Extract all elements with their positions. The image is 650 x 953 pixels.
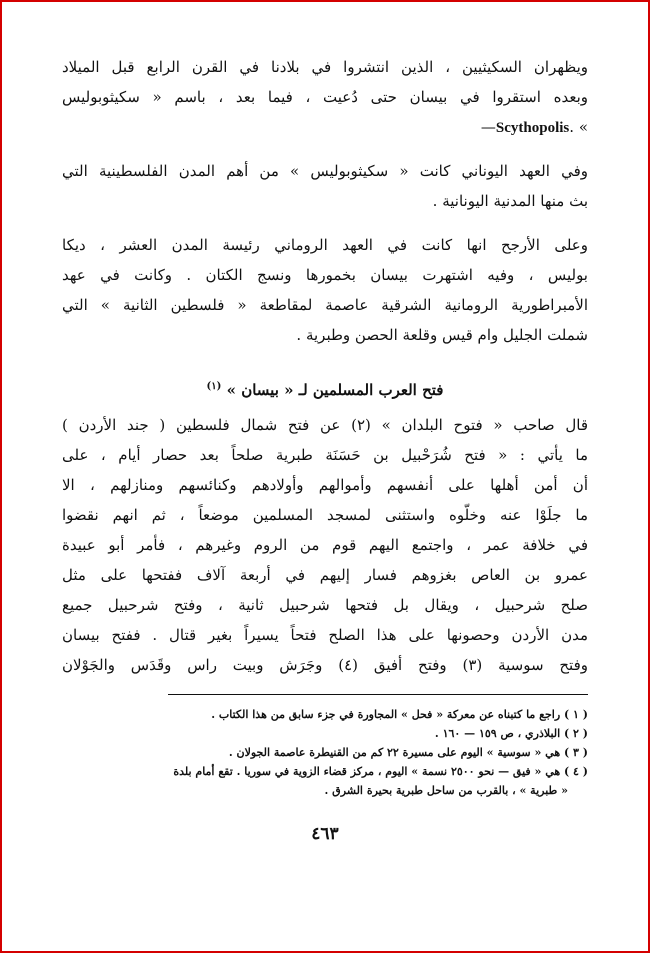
footnotes xyxy=(62,705,588,800)
paragraph-scythians xyxy=(62,52,588,142)
text-line: عمرو بن العاص بغزوهم فسار إليهم في أربعة آلاف ففتحها على مثل xyxy=(62,566,588,584)
footnote-ref: (١) xyxy=(206,381,222,392)
footnote-divider xyxy=(168,694,588,695)
footnote-2: ( ٢ ) البلاذري ، ص ١٥٩ — ١٦٠ . xyxy=(434,727,588,740)
latin-prefix: — xyxy=(480,118,496,136)
text-line: ما يأتي : « فتح شُرَحْبيل بن حَسَنَة طبرية صلحاً بعد حصار أيام ، على xyxy=(62,446,588,464)
text-line: وعلى الأرجح انها كانت في العهد الروماني رئيسة المدن العشر ، ديكا xyxy=(62,236,588,254)
text-line: بث منها المدنية اليونانية . xyxy=(432,192,588,210)
text-line xyxy=(62,112,588,142)
text-line: ويظهران السكيثيين ، الذين انتشروا في بلادنا في القرن الرابع قبل الميلاد xyxy=(62,58,588,76)
page-number: ٤٦٣ xyxy=(311,824,339,844)
text-line: قال صاحب « فتوح البلدان » (٢) عن فتح شمال فلسطين ( جند الأردن ) xyxy=(62,416,588,434)
footnote-4-continued: « طبرية » ، بالقرب من ساحل طبرية بحيرة الشرق . xyxy=(324,784,568,797)
text-line: شملت الجليل وام قيس وقلعة الحصن وطبرية . xyxy=(296,326,588,344)
text-line: وبعده استقروا في بيسان حتى دُعيت ، فيما بعد ، باسم « سكيثوبوليس xyxy=(62,88,588,106)
paragraph-roman-era xyxy=(62,230,588,350)
text-line: مدن الأردن وحصونها على هذا الصلح فتحاً يسيراً بغير قتال . ففتح بيسان xyxy=(62,626,588,644)
latin-word-scythopolis: Scythopolis xyxy=(495,120,570,136)
text-line: وفي العهد اليوناني كانت « سكيثوبوليس » من أهم المدن الفلسطينية التي xyxy=(62,162,588,180)
paragraph-greek-era xyxy=(62,156,588,216)
section-heading xyxy=(62,372,588,402)
footnote-3: ( ٣ ) هي « سوسية » اليوم على مسيرة ٢٢ كم من القنيطرة عاصمة الجولان . xyxy=(228,746,588,759)
text-line: في خلافة عمر ، واجتمع اليهم قوم من الروم وغيرهم ، فأمر أبو عبيدة xyxy=(62,536,588,554)
latin-suffix: » . xyxy=(569,118,588,136)
footnote-4: ( ٤ ) هي « فيق — نحو ٢٥٠٠ نسمة » اليوم ، مركز قضاء الزوية في سوريا . تقع أمام بلدة xyxy=(173,765,588,778)
text-line: وفتح سوسية (٣) وفتح أفيق (٤) وجَرَش وبيت راس وقَدَس والجَوْلان xyxy=(62,656,588,674)
footnote-1: ( ١ ) راجع ما كتبناه عن معركة « فحل » المجاورة في جزء سابق من هذا الكتاب . xyxy=(211,708,588,721)
text-line: بوليس ، وفيه اشتهرت بيسان بخمورها ونسج الكتان . وكانت في عهد xyxy=(62,266,588,284)
text-line: ما جلَوْا عنه وخلّوه واستثنى لمسجد المسلمين موضعاً ، ثم انهم نقضوا xyxy=(62,506,588,524)
text-line: صلح شرحبيل ، ويقال بل فتحها شرحبيل ثانية ، وفتح شرحبيل جميع xyxy=(62,596,588,614)
paragraph-conquest xyxy=(62,410,588,680)
section-heading-text: فتح العرب المسلمين لـ « بيسان » xyxy=(226,381,444,399)
book-page xyxy=(62,52,588,844)
text-line: أن أمن أهلها على أنفسهم وأموالهم وأولادهم وكنائسهم ومنازلهم ، الا xyxy=(62,476,588,494)
text-line: الأمبراطورية الرومانية الشرقية عاصمة لمقاطعة « فلسطين الثانية » التي xyxy=(62,296,588,314)
